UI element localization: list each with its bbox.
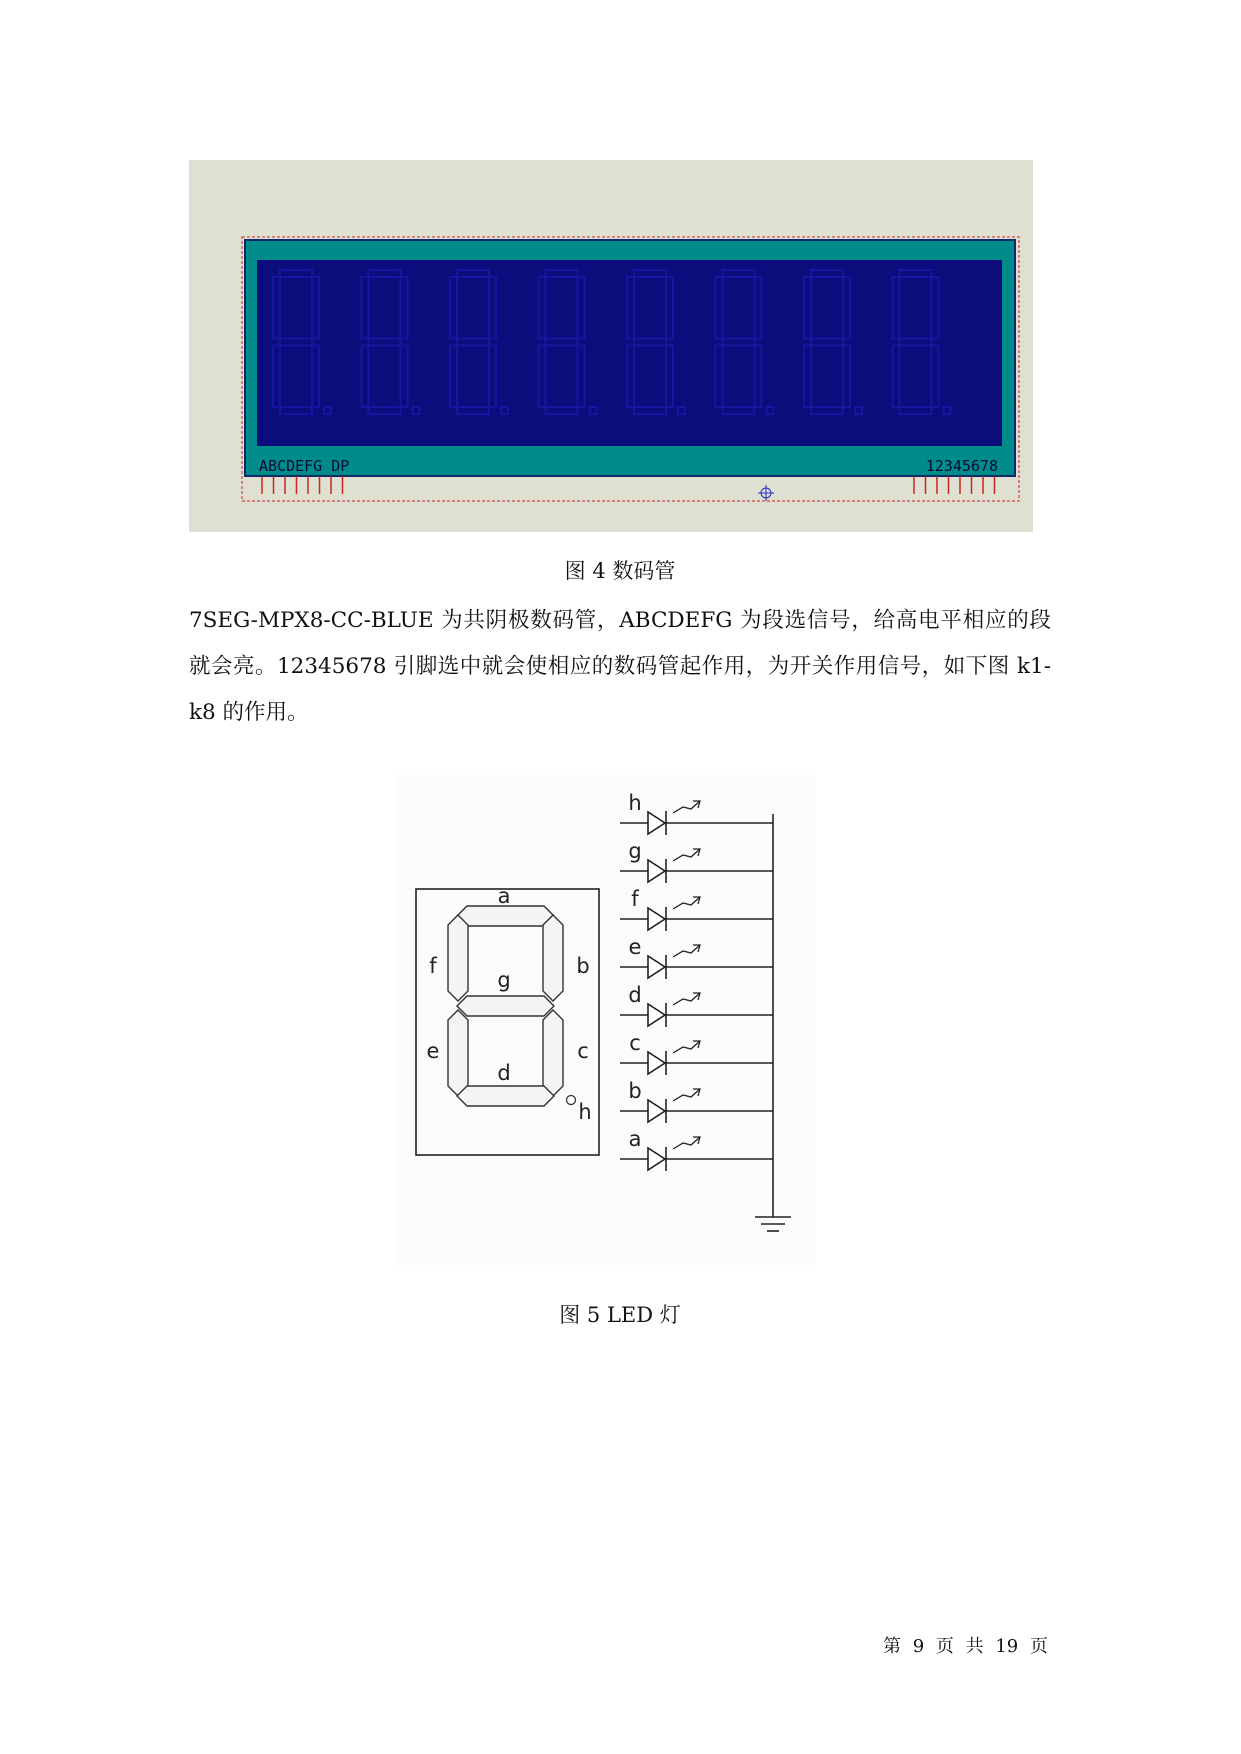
label-a: a	[497, 884, 511, 908]
led-label: h	[628, 791, 642, 815]
footer-prefix: 第	[882, 1636, 901, 1657]
led-label: a	[628, 1127, 642, 1151]
led-label: c	[629, 1031, 641, 1055]
segment-c	[543, 1010, 563, 1096]
label-g: g	[497, 968, 511, 992]
led-segment-diagram-figure	[395, 775, 815, 1265]
digit-pin-label: 12345678	[925, 457, 998, 475]
segment-h-dot	[567, 1096, 576, 1105]
led-label: f	[631, 887, 639, 911]
label-c: c	[577, 1039, 589, 1063]
segment-d	[457, 1086, 554, 1106]
led-label: g	[628, 839, 642, 863]
led-label: e	[628, 935, 642, 959]
label-b: b	[576, 954, 590, 978]
label-e: e	[426, 1039, 440, 1063]
footer-suffix: 页	[1030, 1636, 1048, 1657]
label-h: h	[578, 1100, 592, 1124]
body-paragraph	[189, 598, 1051, 736]
led-label: d	[628, 983, 642, 1007]
segment-pin-label: ABCDEFG DP	[259, 457, 350, 475]
seven-segment-display-figure	[189, 160, 1033, 532]
label-d: d	[497, 1061, 511, 1085]
figure5-caption: 图 5 LED 灯	[559, 1303, 681, 1327]
segment-f	[448, 915, 468, 1001]
segment-e	[448, 1010, 468, 1096]
figure4-caption: 图 4 数码管	[564, 559, 676, 583]
led-label: b	[628, 1079, 642, 1103]
segment-g	[457, 996, 554, 1016]
segment-a	[457, 906, 554, 926]
paragraph-text: 7SEG-MPX8-CC-BLUE 为共阴极数码管，ABCDEFG 为段选信号，给高电平相应的段就会亮。12345678 引脚选中就会使相应的数码管起作用，为开关作用信号，如下图 k1-k8 的作用。	[189, 608, 1051, 725]
footer-page: 9	[912, 1636, 925, 1657]
footer-total: 19	[995, 1636, 1019, 1657]
footer-page-word: 页	[935, 1636, 954, 1657]
footer-total-word: 共	[965, 1636, 984, 1657]
segment-b	[543, 915, 563, 1001]
page-footer	[880, 1632, 1051, 1658]
label-f: f	[429, 954, 437, 978]
